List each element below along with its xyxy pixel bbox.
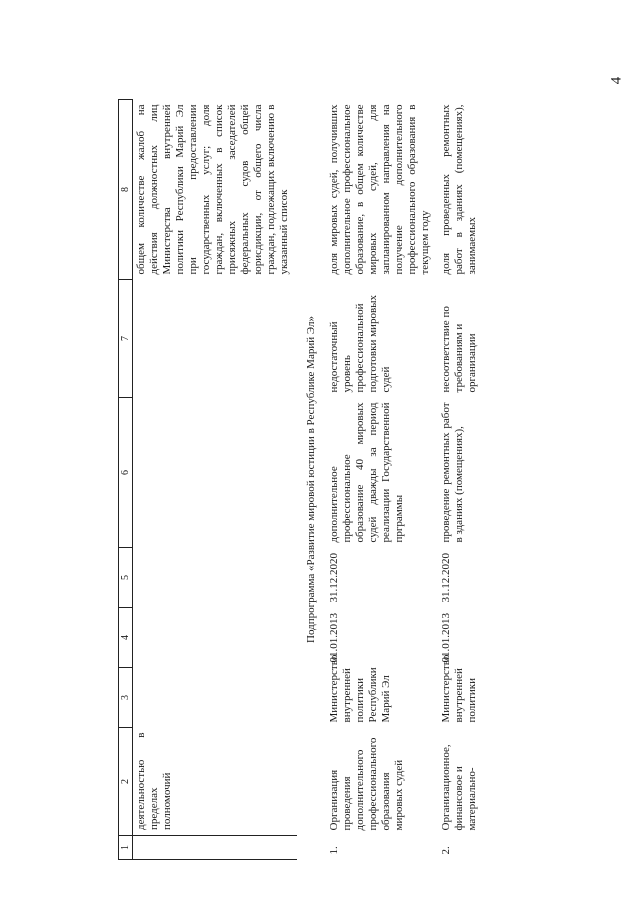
table-row xyxy=(326,100,438,860)
header-col-7: 7 xyxy=(119,280,133,398)
executor: Министерство внутренней политики xyxy=(440,654,478,723)
program-table xyxy=(118,99,485,860)
expected-result: проведение ремонтных работ в зданиях (помещениях), xyxy=(440,402,465,543)
header-col-1: 1 xyxy=(119,836,133,860)
risk-consequence: несоответствие по требованиям и организации xyxy=(440,306,478,393)
page-number: 4 xyxy=(607,76,624,85)
start-date: 01.01.2013 xyxy=(328,613,340,663)
continued-measure-name: деятельностью в пределах полномочий xyxy=(135,732,173,830)
table-header-row xyxy=(119,100,133,860)
start-date: 01.01.2013 xyxy=(440,613,452,663)
table-row xyxy=(133,100,298,860)
subprogram-title: Подпрограмма «Развитие мировой юстиции в Республике Марий Эл» xyxy=(305,316,317,643)
header-col-6: 6 xyxy=(119,398,133,548)
document-sheet xyxy=(118,100,538,860)
row-number: 1. xyxy=(328,846,340,855)
subprogram-row xyxy=(297,100,326,860)
executor: Министерство внутренней политики Республики Марий Эл xyxy=(328,654,392,723)
indicator: доля мировых судей, получивших дополнительное профессиональное образование, в общем количестве мировых судей, для запланированном направления на получение дополнительного профессионального образования в текущем году xyxy=(328,104,431,275)
header-col-2: 2 xyxy=(119,728,133,836)
measure-name: Организационное, финансовое и материально- xyxy=(440,744,478,831)
header-col-5: 5 xyxy=(119,548,133,608)
table-row xyxy=(438,100,485,860)
header-col-4: 4 xyxy=(119,608,133,668)
risk-consequence: недостаточный уровень профессиональной подготовки мировых судей xyxy=(328,294,392,393)
expected-result: дополнительное профессиональное образование 40 мировых судей дважды за период реализации Государственной прграммы xyxy=(328,402,405,543)
end-date: 31.12.2020 xyxy=(440,553,452,603)
row-number: 2. xyxy=(440,846,452,855)
measure-name: Организация проведения дополнительного профессионального образования мировых судей xyxy=(328,737,405,831)
continued-indicator: общем количестве жалоб на действия должностных лиц Министерства внутренней политики Республики Марий Эл при предоставлении государственных услуг; доля граждан, включенных в список присяжных заседателей федеральных судов общей юрисдикции, от общего числа граждан, подлежащих включению в указанный список xyxy=(135,104,290,275)
header-col-8: 8 xyxy=(119,100,133,280)
end-date: 31.12.2020 xyxy=(328,553,340,603)
header-col-3: 3 xyxy=(119,668,133,728)
indicator: доля проведенных ремонтных работ в зданиях (помещениях), занимаемых xyxy=(440,104,478,275)
